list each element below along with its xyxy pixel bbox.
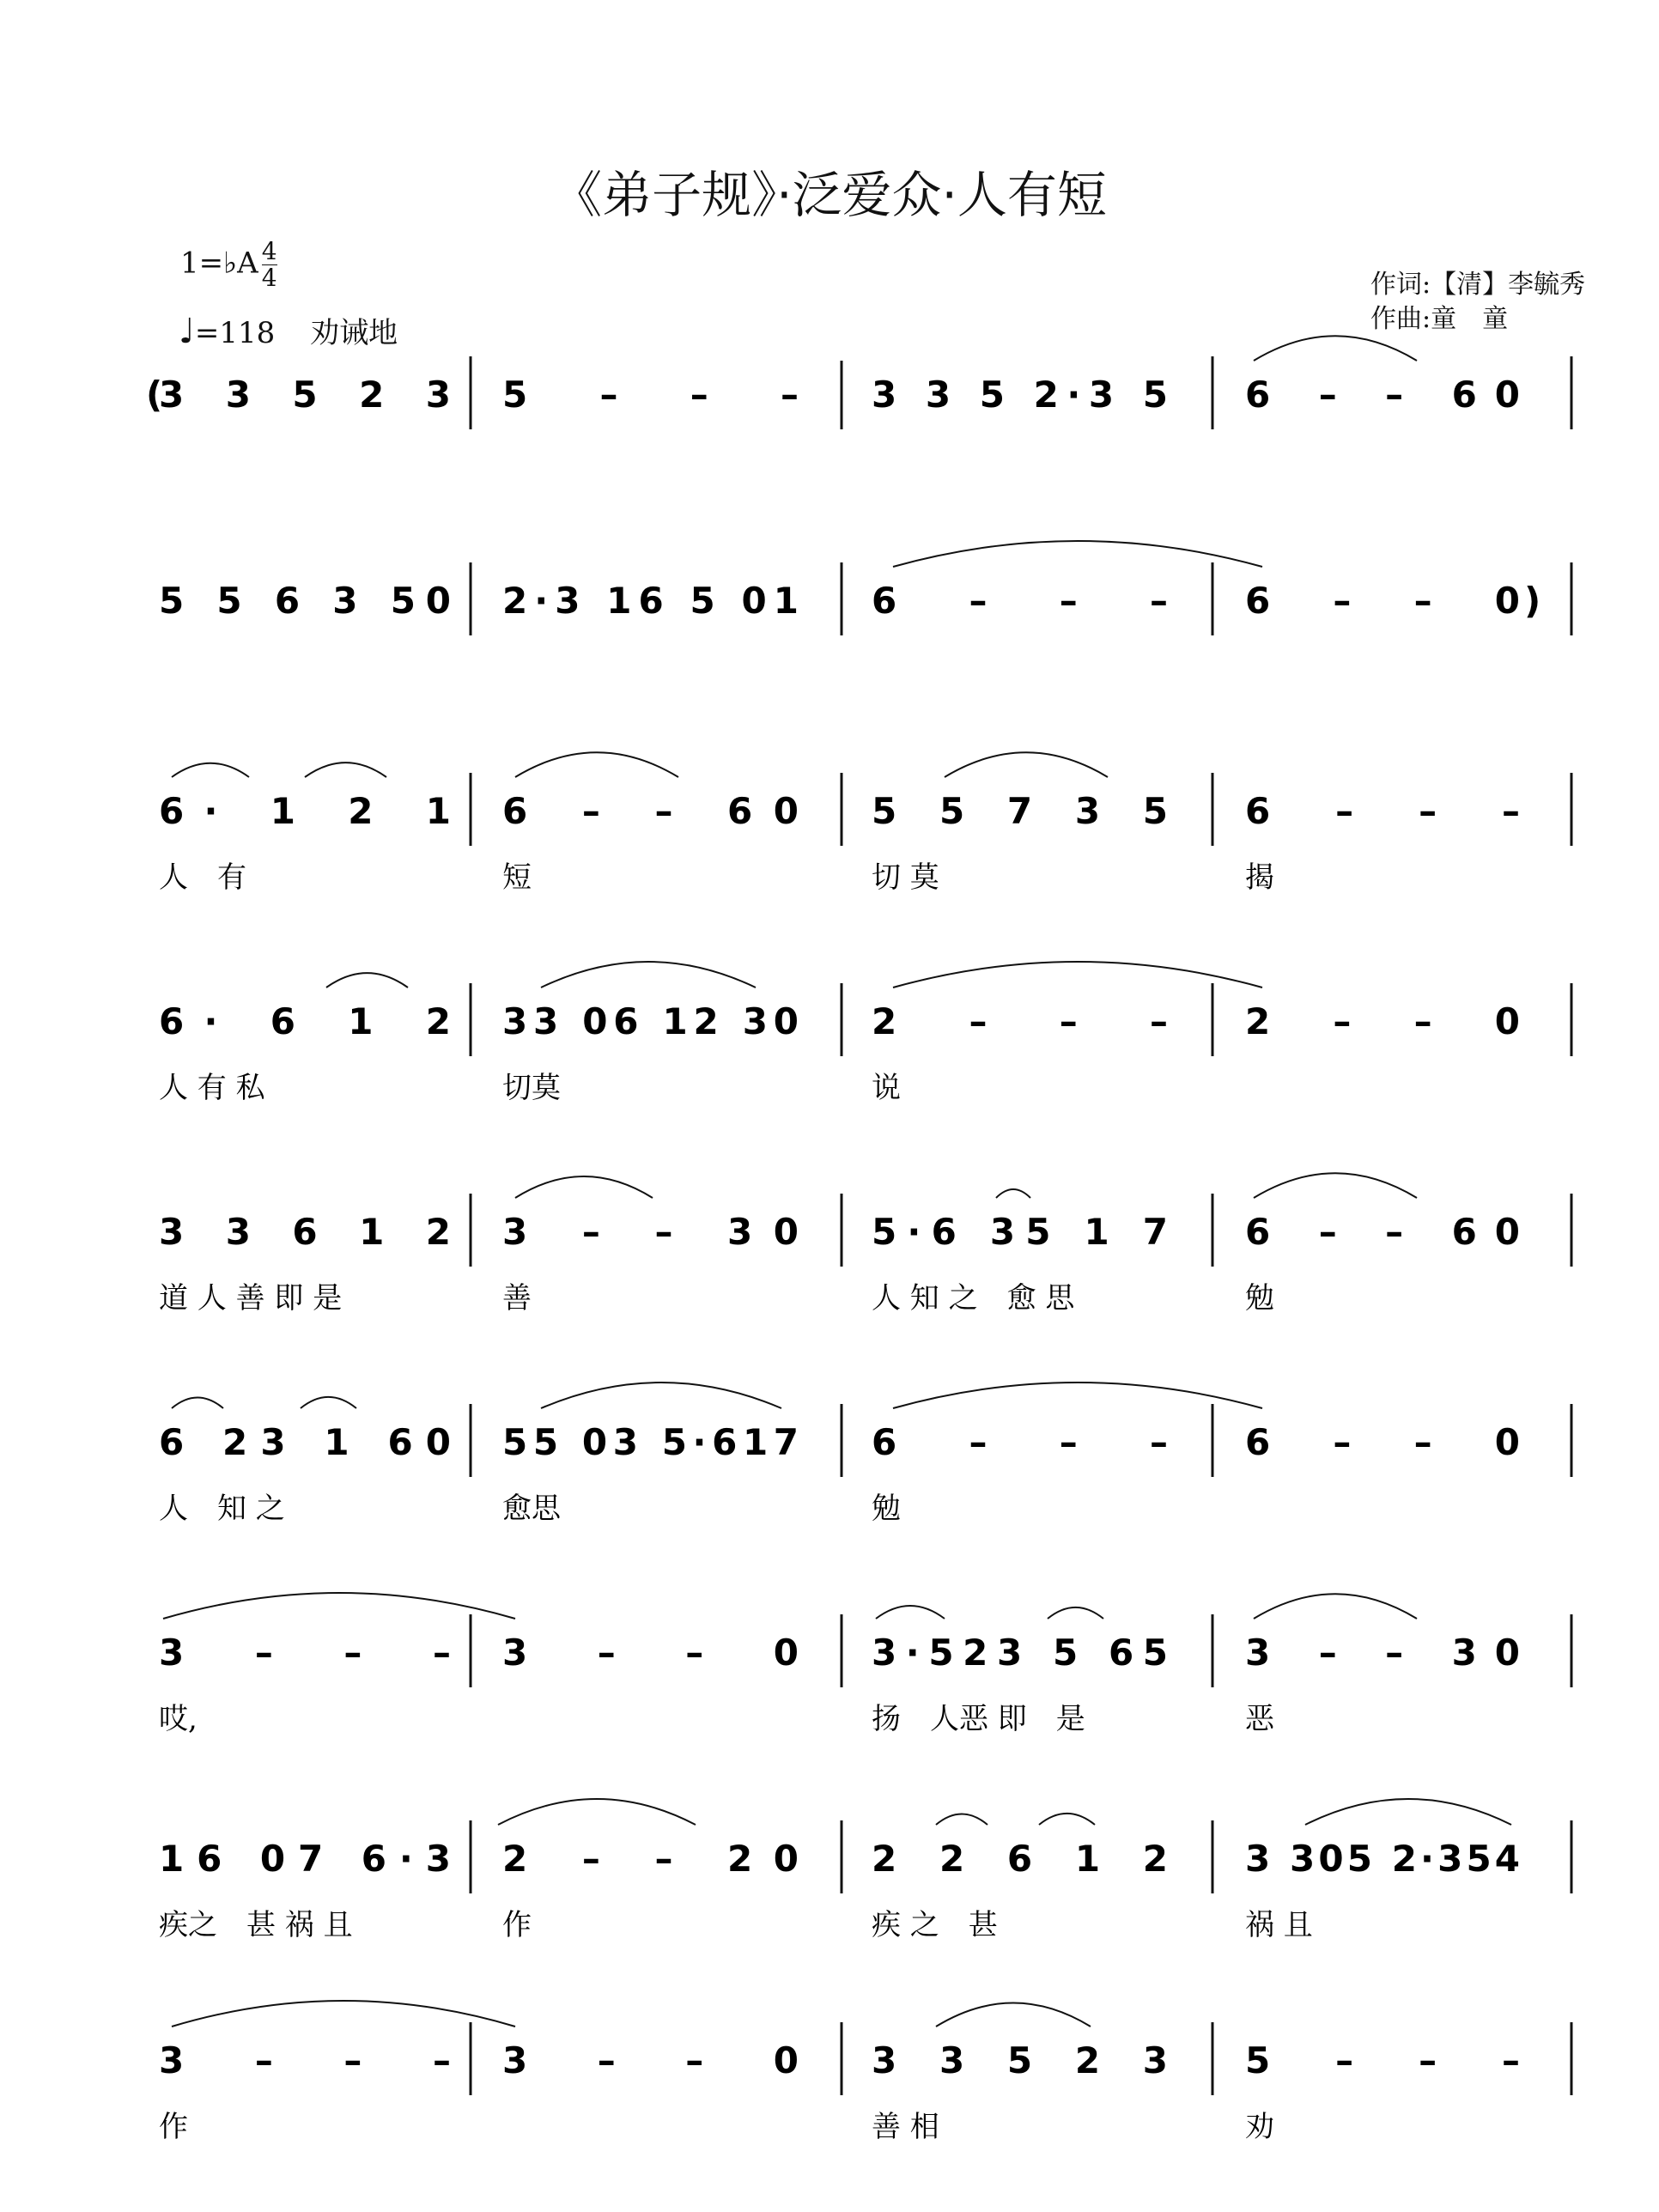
- measure-notes: 3 – – 30: [502, 1211, 799, 1253]
- score-row: [159, 1404, 1571, 1526]
- measure-lyrics: 疾之 甚 祸 且: [159, 1908, 353, 1942]
- slur: [876, 1606, 945, 1619]
- measure-notes: 2 2 6 1 2: [872, 1838, 1168, 1880]
- slur: [172, 2001, 515, 2027]
- repeat-open: (: [146, 374, 163, 416]
- slur: [936, 2003, 1091, 2027]
- score-row: [159, 1614, 1571, 1736]
- slur: [163, 1593, 515, 1619]
- measure-notes: 6 – – 0: [1245, 1421, 1520, 1463]
- measure-lyrics: 恶: [1245, 1702, 1274, 1736]
- score-row: [159, 562, 1571, 635]
- slur: [541, 962, 756, 988]
- measure-notes: 3·523 5 65: [872, 1632, 1168, 1674]
- measure-lyrics: 善: [502, 1281, 532, 1316]
- measure-lyrics: 人 有: [159, 860, 246, 895]
- slur: [893, 541, 1262, 567]
- measure-notes: 3 3 5 2 3: [159, 374, 451, 416]
- measure-lyrics: 人 知 之: [159, 1492, 285, 1526]
- measure-notes: 3 – – 0: [502, 2039, 799, 2081]
- measure-lyrics: 扬 人恶 即 是: [872, 1702, 1085, 1736]
- score-row: [159, 1820, 1571, 1942]
- measure-notes: 6 – – –: [872, 1421, 1168, 1463]
- measure-notes: 5 – – –: [1245, 2039, 1520, 2081]
- measure-lyrics: 善 相: [872, 2110, 939, 2144]
- lyricist: 作词:【清】李毓秀: [1370, 270, 1586, 300]
- score-title: 《弟子规》·泛爱众·人有短: [552, 166, 1107, 224]
- measure-lyrics: 勉: [1245, 1281, 1274, 1316]
- slur: [1254, 1173, 1417, 1198]
- measure-lyrics: 人 有 私: [159, 1071, 265, 1105]
- measure-lyrics: 说: [872, 1071, 901, 1105]
- measure-lyrics: 祸 且: [1245, 1908, 1313, 1942]
- measure-lyrics: 勉: [872, 1492, 901, 1526]
- measure-lyrics: 切莫: [502, 1071, 561, 1105]
- measure-notes: 2 – – –: [872, 1000, 1168, 1042]
- slur: [172, 763, 249, 777]
- slur: [305, 763, 386, 777]
- slur: [1039, 1814, 1095, 1825]
- measure-notes: 6 23 1 60: [159, 1421, 451, 1463]
- slur: [1254, 336, 1417, 361]
- measure-lyrics: 哎,: [159, 1702, 198, 1736]
- measure-lyrics: 短: [502, 860, 532, 895]
- measure-notes: 6· 6 1 2: [159, 1000, 451, 1042]
- time-numerator: 4: [261, 237, 277, 265]
- measure-notes: 3 – – 30: [1245, 1632, 1520, 1674]
- composer: 作曲:童 童: [1370, 304, 1509, 334]
- measure-notes: 55 03 5·617: [502, 1421, 799, 1463]
- measure-notes: 3 – – –: [159, 1632, 451, 1674]
- measure-notes: 6 – – 0: [1245, 580, 1520, 622]
- slur: [996, 1189, 1030, 1198]
- measure-notes: 5·6 35 1 7: [872, 1211, 1168, 1253]
- measure-notes: 5 – – –: [502, 374, 799, 416]
- slur: [515, 752, 678, 777]
- measure-notes: 3 305 2·354: [1245, 1838, 1520, 1880]
- slur: [541, 1382, 781, 1408]
- measure-notes: 3 3 5 2·3 5: [872, 374, 1168, 416]
- measure-notes: 33 06 12 30: [502, 1000, 799, 1042]
- slur: [1305, 1799, 1511, 1825]
- score-row: [159, 983, 1571, 1105]
- slur: [893, 962, 1262, 988]
- measure-notes: 6· 1 2 1: [159, 790, 451, 832]
- quarter-note-icon: ♩: [179, 312, 195, 351]
- key-prefix: 1=: [180, 246, 224, 281]
- measure-lyrics: 切 莫: [872, 860, 939, 895]
- measure-notes: 5 5 6 3 50: [159, 580, 451, 622]
- score-row: [159, 1194, 1571, 1316]
- key-note: A: [237, 246, 258, 281]
- measure-notes: 5 5 7 3 5: [872, 790, 1168, 832]
- slur: [515, 1176, 653, 1198]
- slur: [893, 1382, 1262, 1408]
- measure-lyrics: 揭: [1245, 860, 1274, 895]
- repeat-close: ): [1524, 580, 1541, 622]
- score-row: [159, 2022, 1571, 2144]
- measure-notes: 3 3 5 2 3: [872, 2039, 1168, 2081]
- measure-notes: 16 07 6·3: [159, 1838, 451, 1880]
- measure-lyrics: 劝: [1245, 2110, 1274, 2144]
- measure-notes: 2 – – 0: [1245, 1000, 1520, 1042]
- measure-notes: 2·3 16 5 01: [502, 580, 799, 622]
- measure-notes: 3 – – 0: [502, 1632, 799, 1674]
- slur: [936, 1814, 988, 1826]
- measure-notes: 6 – – –: [872, 580, 1168, 622]
- measure-lyrics: 道 人 善 即 是: [159, 1281, 343, 1316]
- tempo-value: =118: [194, 316, 276, 350]
- slur: [172, 1398, 223, 1409]
- measure-lyrics: 作: [159, 2110, 188, 2144]
- flat-sign: ♭: [223, 246, 238, 281]
- slur: [301, 1397, 356, 1408]
- measure-notes: 6 – – 60: [1245, 1211, 1520, 1253]
- time-denominator: 4: [261, 264, 277, 292]
- measure-lyrics: 人 知 之 愈 思: [872, 1281, 1075, 1316]
- measure-notes: 6 – – –: [1245, 790, 1520, 832]
- measure-notes: 6 – – 60: [1245, 374, 1520, 416]
- slur: [498, 1799, 696, 1825]
- measure-lyrics: 愈思: [502, 1492, 561, 1526]
- score-row: [146, 356, 1571, 429]
- mood-marking: 劝诫地: [310, 316, 398, 350]
- slur: [1254, 1594, 1417, 1619]
- slur: [945, 752, 1108, 777]
- slur: [1048, 1607, 1103, 1619]
- measure-notes: 2 – – 20: [502, 1838, 799, 1880]
- measure-notes: 3 – – –: [159, 2039, 451, 2081]
- score-row: [159, 773, 1571, 895]
- measure-notes: 6 – – 60: [502, 790, 799, 832]
- measure-lyrics: 疾 之 甚: [872, 1908, 998, 1942]
- measure-notes: 3 3 6 1 2: [159, 1211, 451, 1253]
- measure-lyrics: 作: [502, 1908, 532, 1942]
- slur: [326, 973, 408, 988]
